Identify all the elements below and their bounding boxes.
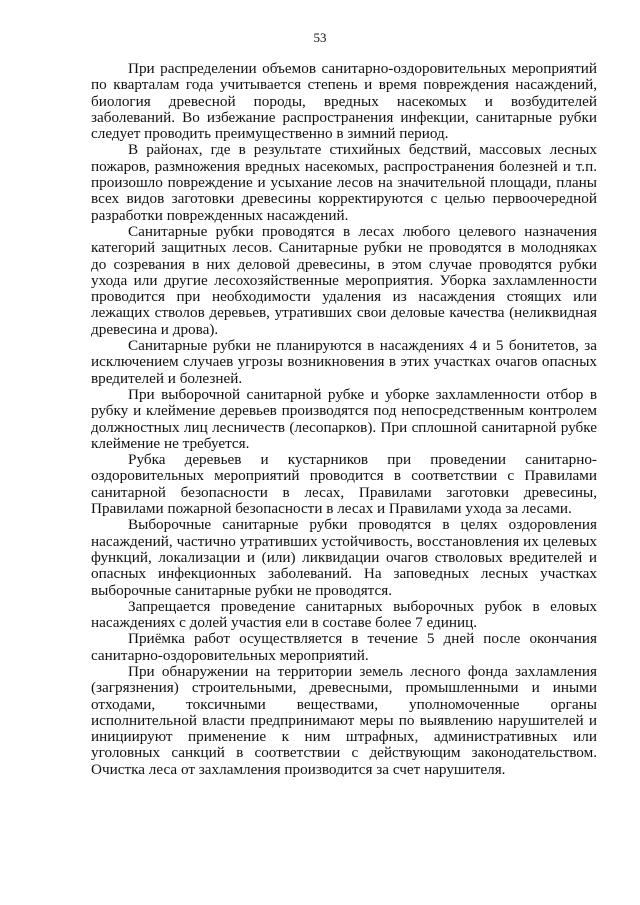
paragraph-bonitet-exclusion: Санитарные рубки не планируются в насаждениях 4 и 5 бонитетов, за исключением случаев угрозы возникновения в этих участках очагов опасных вредителей и болезней. [91, 337, 597, 387]
paragraph-pollution-measures: При обнаружении на территории земель лесного фонда захламления (загрязнения) строительными, древесными, промышленными и иными отходами, токсичными веществами, уполномоченные органы исполнительной власти предпринимают меры по выявлению нарушителей и инициируют применение к ним штрафных, административных или уголовных санкций в соответствии с действующим законодательством. Очистка леса от захламления производится за счет нарушителя. [91, 662, 597, 778]
paragraph-natural-disasters: В районах, где в результате стихийных бедствий, массовых лесных пожаров, размножения вредных насекомых, распространения болезней и т.п. произошло повреждение и усыхание лесов на значительной площади, планы всех видов заготовки древесины корректируются с целью первоочередной разработки поврежденных насаждений. [91, 141, 597, 224]
page-number: 53 [313, 30, 327, 45]
paragraph-acceptance-of-works: Приёмка работ осуществляется в течение 5 дней после окончания санитарно-оздоровительных мероприятий. [91, 630, 597, 664]
paragraph-felling-rules: Рубка деревьев и кустарников при проведении санитарно-оздоровительных мероприятий проводится в соответствии с Правилами санитарной безопасности в лесах, Правилами заготовки древесины, Правилами пожарной безопасности в лесах и Правилами ухода за лесами. [91, 451, 597, 518]
paragraph-selective-felling-purpose: Выборочные санитарные рубки проводятся в целях оздоровления насаждений, частично утративших устойчивость, восстановления их целевых функций, локализации и (или) ликвидации очагов стволовых вредителей и опасных инфекционных заболеваний. На заповедных лесных участках выборочные санитарные рубки не проводятся. [91, 516, 597, 599]
paragraph-spruce-prohibition: Запрещается проведение санитарных выборочных рубок в еловых насаждениях с долей участия ели в составе более 7 единиц. [91, 597, 597, 632]
paragraph-distribution-of-measures: При распределении объемов санитарно-оздоровительных мероприятий по кварталам года учитывается степень и время повреждения насаждений, биология древесной породы, вредных насекомых и возбудителей заболеваний. Во избежание распространения инфекции, санитарные рубки следует проводить преимущественно в зимний период. [91, 60, 597, 143]
document-body [91, 61, 597, 778]
paragraph-selection-and-marking: При выборочной санитарной рубке и уборке захламленности отбор в рубку и клеймение деревьев производятся под непосредственным контролем должностных лиц лесничеств (лесопарков). При сплошной санитарной рубке клеймение не требуется. [91, 385, 597, 452]
paragraph-sanitary-felling-scope: Санитарные рубки проводятся в лесах любого целевого назначения категорий защитных лесов. Санитарные рубки не проводятся в молодняках до созревания в них деловой древесины, в этом случае проводятся рубки ухода или другие лесохозяйственные мероприятия. Уборка захламленности проводится при необходимости удаления из насаждения стоящих или лежащих стволов деревьев, утративших свои деловые качества (неликвидная древесина и дрова). [91, 222, 597, 338]
